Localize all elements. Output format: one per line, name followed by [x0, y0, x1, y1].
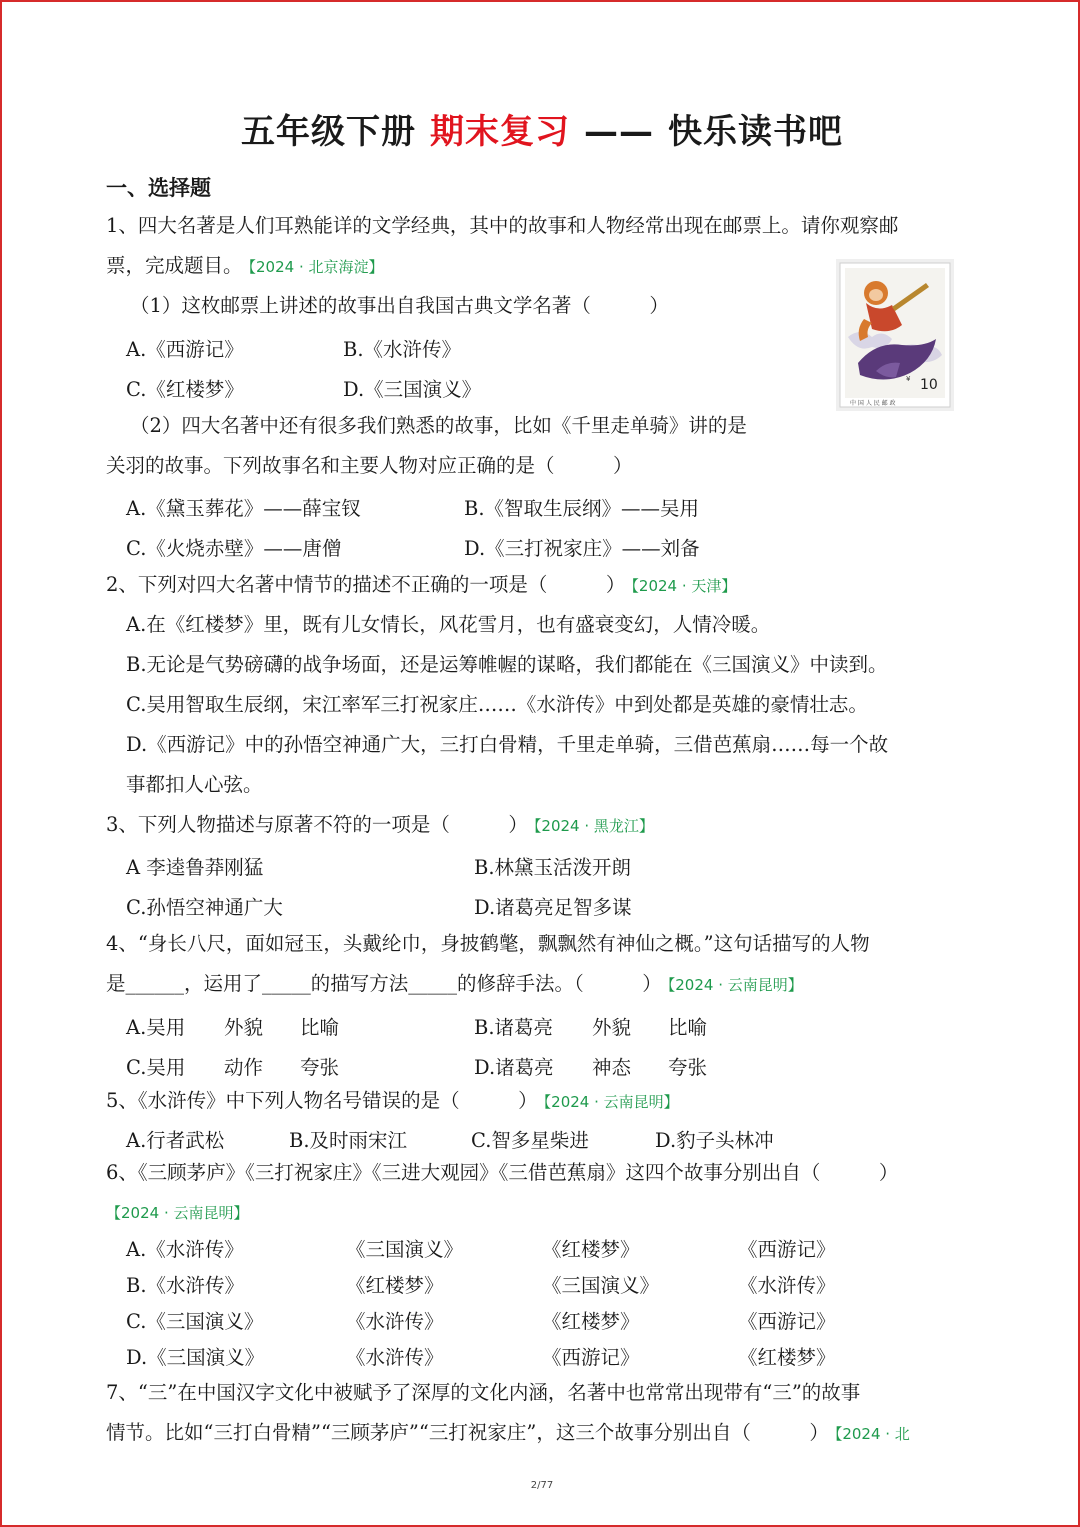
q5-source-tag: 【2024 · 云南昆明】: [543, 1093, 679, 1111]
q3-option-c: C.孙悟空神通广大: [126, 896, 283, 919]
q6-row-a-col3: 《红楼梦》: [542, 1238, 640, 1261]
stamp-country: 中 国 人 民 邮 政: [850, 400, 896, 407]
q3-option-a: A 李逵鲁莽刚猛: [126, 856, 264, 879]
q6-row-c-col2: 《水浒传》: [346, 1310, 444, 1333]
q6-row-c-col3: 《红楼梦》: [542, 1310, 640, 1333]
q7-stem-text: 情节。比如“三打白骨精”“三顾茅庐”“三打祝家庄”，这三个故事分别出自（ ）: [106, 1421, 829, 1444]
q5-stem-text: 5、《水浒传》中下列人物名号错误的是（ ）: [106, 1089, 538, 1112]
q3-stem-text: 3、下列人物描述与原著不符的一项是（ ）: [106, 813, 528, 836]
section-heading: 一、选择题: [106, 176, 211, 200]
q1-sub2-option-a: A.《黛玉葬花》——薛宝钗: [126, 497, 361, 520]
q6-row-d-col1: D.《三国演义》: [126, 1346, 265, 1369]
q6-row-a-col4: 《西游记》: [738, 1238, 836, 1261]
q1-sub1: （1）这枚邮票上讲述的故事出自我国古典文学名著（ ）: [130, 294, 669, 317]
q1-sub1-option-a: A.《西游记》: [126, 338, 244, 361]
q6-tag-line: [106, 1200, 248, 1223]
q6-row-a-col2: 《三国演义》: [346, 1238, 464, 1261]
q1-source-tag: 【2024 · 北京海淀】: [248, 258, 384, 276]
q1-sub1-option-c: C.《红楼梦》: [126, 378, 244, 401]
q4-source-tag: 【2024 · 云南昆明】: [667, 976, 803, 994]
svg-text:¥: ¥: [906, 375, 911, 383]
q3-option-d: D.诸葛亮足智多谋: [474, 896, 632, 919]
q4-option-d-name: D.诸葛亮: [474, 1056, 554, 1079]
title-grade: 五年级下册: [241, 112, 416, 152]
q3-stem: [106, 813, 654, 836]
q1-stem-text: 票，完成题目。: [106, 254, 243, 277]
q2-source-tag: 【2024 · 天津】: [631, 577, 737, 595]
q4-option-a-rhetoric: 比喻: [300, 1016, 340, 1039]
q6-row-c-col1: C.《三国演义》: [126, 1310, 264, 1333]
q6-row-a-col1: A.《水浒传》: [126, 1238, 244, 1261]
q2-option-c: C.吴用智取生辰纲，宋江率军三打祝家庄……《水浒传》中到处都是英雄的豪情壮志。: [126, 693, 868, 716]
q6-row-b-col3: 《三国演义》: [542, 1274, 660, 1297]
q7-source-tag: 【2024 · 北: [834, 1425, 910, 1443]
q4-option-d-method: 神态: [592, 1056, 632, 1079]
q7-stem-line1: 7、“三”在中国汉字文化中被赋予了深厚的文化内涵，名著中也常常出现带有“三”的故事: [106, 1381, 861, 1404]
q4-option-c-method: 动作: [224, 1056, 264, 1079]
q4-option-b-method: 外貌: [592, 1016, 632, 1039]
q4-stem-text: 是______，运用了_____的描写方法_____的修辞手法。（ ）: [106, 972, 662, 995]
title-topic: 快乐读书吧: [668, 112, 843, 152]
q1-sub2-line1: （2）四大名著中还有很多我们熟悉的故事，比如《千里走单骑》讲的是: [130, 414, 747, 437]
q4-option-b-rhetoric: 比喻: [668, 1016, 708, 1039]
q1-sub1-option-d: D.《三国演义》: [343, 378, 482, 401]
q1-sub2-option-c: C.《火烧赤壁》——唐僧: [126, 537, 342, 560]
q6-row-d-col4: 《红楼梦》: [738, 1346, 836, 1369]
q5-stem: [106, 1089, 679, 1112]
q1-sub2-line2: 关羽的故事。下列故事名和主要人物对应正确的是（ ）: [106, 454, 633, 477]
q1-sub2-option-b: B.《智取生辰纲》——吴用: [464, 497, 700, 520]
q2-option-a: A.在《红楼梦》里，既有儿女情长，风花雪月，也有盛衰变幻，人情冷暖。: [126, 613, 771, 636]
q1-sub2-option-d: D.《三打祝家庄》——刘备: [464, 537, 700, 560]
q5-option-b: B.及时雨宋江: [289, 1129, 408, 1152]
q4-option-c-rhetoric: 夸张: [300, 1056, 340, 1079]
stamp-denomination: 10: [920, 377, 938, 393]
q5-option-a: A.行者武松: [126, 1129, 225, 1152]
q4-option-b-name: B.诸葛亮: [474, 1016, 554, 1039]
q6-row-d-col3: 《西游记》: [542, 1346, 640, 1369]
q6-row-c-col4: 《西游记》: [738, 1310, 836, 1333]
q2-option-b: B.无论是气势磅礴的战争场面，还是运筹帷幄的谋略，我们都能在《三国演义》中读到。: [126, 653, 888, 676]
q4-stem-line2: [106, 972, 803, 995]
title-highlight: 期末复习: [430, 112, 570, 152]
q7-stem-line2: [106, 1421, 910, 1444]
q4-stem-line1: 4、“身长八尺，面如冠玉，头戴纶巾，身披鹤氅，飘飘然有神仙之概。”这句话描写的人物: [106, 932, 870, 955]
q5-option-c: C.智多星柴进: [471, 1129, 589, 1152]
stamp-image: [836, 259, 954, 411]
q2-stem: [106, 573, 736, 596]
q4-option-d-rhetoric: 夸张: [668, 1056, 708, 1079]
q6-row-d-col2: 《水浒传》: [346, 1346, 444, 1369]
q6-row-b-col1: B.《水浒传》: [126, 1274, 245, 1297]
q1-sub1-option-b: B.《水浒传》: [343, 338, 462, 361]
q6-row-b-col2: 《红楼梦》: [346, 1274, 444, 1297]
page-title: [2, 104, 1080, 153]
q1-stem-line1: 1、四大名著是人们耳熟能详的文学经典，其中的故事和人物经常出现在邮票上。请你观察邮: [106, 214, 899, 237]
q1-stem-line2: [106, 254, 384, 277]
q3-option-b: B.林黛玉活泼开朗: [474, 856, 632, 879]
page-number: 2/77: [530, 1480, 554, 1491]
q2-option-d: D.《西游记》中的孙悟空神通广大，三打白骨精，千里走单骑，三借芭蕉扇……每一个故: [126, 733, 889, 756]
q4-option-a-name: A.吴用: [126, 1016, 186, 1039]
q6-row-b-col4: 《水浒传》: [738, 1274, 836, 1297]
q6-stem: 6、《三顾茅庐》《三打祝家庄》《三进大观园》《三借芭蕉扇》这四个故事分别出自（ ）: [106, 1161, 899, 1184]
title-dash: ——: [584, 112, 654, 152]
q3-source-tag: 【2024 · 黑龙江】: [533, 817, 654, 835]
q4-option-c-name: C.吴用: [126, 1056, 186, 1079]
q4-option-a-method: 外貌: [224, 1016, 264, 1039]
q2-option-d-cont: 事都扣人心弦。: [126, 773, 263, 796]
q5-option-d: D.豹子头林冲: [655, 1129, 774, 1152]
q2-stem-text: 2、下列对四大名著中情节的描述不正确的一项是（ ）: [106, 573, 626, 596]
q6-source-tag: 【2024 · 云南昆明】: [106, 1204, 249, 1222]
